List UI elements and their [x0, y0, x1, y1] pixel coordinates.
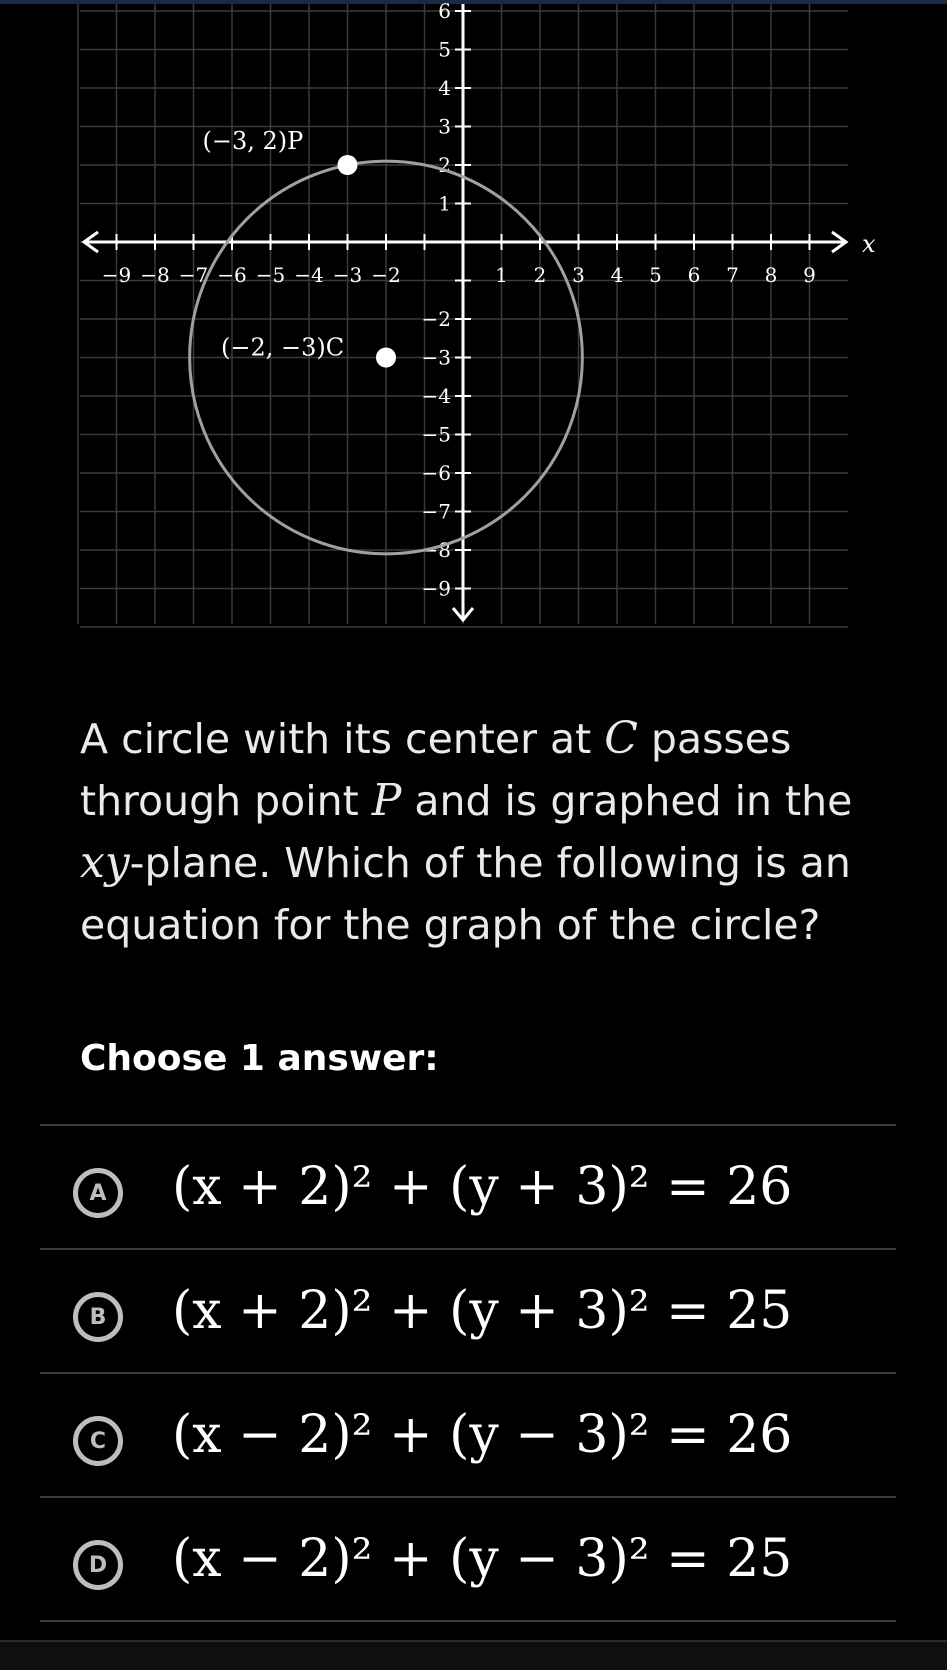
x-tick-label: 8 [764, 263, 778, 287]
y-tick-label: 3 [438, 114, 451, 139]
choice-b[interactable] [40, 1248, 896, 1372]
question-text-part1: A circle with its center at [80, 715, 605, 763]
y-tick-label: 2 [438, 153, 451, 177]
y-tick-label: −2 [421, 307, 451, 331]
x-tick-label: 4 [610, 263, 624, 287]
x-tick-label: −3 [332, 263, 363, 287]
x-tick-label: −9 [101, 263, 132, 287]
answer-choices [40, 1124, 896, 1622]
y-tick-label: −5 [421, 422, 451, 447]
x-tick-label: −5 [255, 263, 286, 287]
x-axis-label: x [862, 230, 876, 258]
variable-c: C [604, 713, 638, 764]
y-tick-label: −8 [421, 538, 451, 562]
x-tick-label: 5 [649, 263, 662, 287]
x-tick-label: 2 [533, 263, 547, 287]
question-text-part4: -plane. Which of the following is an equation for the graph of the circle? [80, 839, 851, 949]
choice-c-equation: (x − 2)² + (y − 3)² = 26 [172, 1405, 793, 1465]
axis-ticks [102, 0, 816, 601]
y-tick-label: 5 [438, 37, 451, 62]
question-text [80, 708, 910, 956]
y-tick-label: 1 [438, 191, 451, 216]
point-p [338, 155, 358, 175]
choice-d-equation: (x − 2)² + (y − 3)² = 25 [172, 1529, 793, 1589]
variable-xy: xy [80, 837, 130, 888]
y-tick-label: 4 [438, 76, 451, 100]
choose-label: Choose 1 answer: [80, 1038, 439, 1079]
point-c-label: (−2, −3)C [221, 333, 345, 362]
x-tick-label: 3 [572, 263, 585, 287]
x-tick-label: −6 [217, 263, 247, 287]
y-tick-label: −3 [421, 345, 451, 370]
bottom-bar [0, 1640, 947, 1670]
choice-a[interactable] [40, 1124, 896, 1248]
x-tick-label: 7 [726, 263, 739, 287]
y-tick-label: −4 [421, 384, 451, 408]
x-tick-label: 6 [687, 263, 701, 287]
x-tick-label: −8 [140, 263, 170, 287]
y-tick-label: −6 [421, 461, 451, 485]
coordinate-graph [0, 0, 947, 640]
choice-a-bubble[interactable]: A [73, 1168, 123, 1218]
axes [84, 4, 846, 620]
x-tick-label: −4 [294, 263, 324, 287]
point-p-label: (−3, 2)P [202, 127, 304, 155]
choice-d-bubble[interactable]: D [73, 1540, 123, 1590]
question-text-part2: passes through point [80, 715, 792, 825]
choice-d[interactable] [40, 1496, 896, 1622]
y-tick-label: 6 [438, 0, 451, 23]
variable-p: P [371, 775, 402, 826]
x-tick-label: −2 [371, 263, 401, 287]
x-tick-label: 9 [803, 263, 816, 287]
choice-c[interactable] [40, 1372, 896, 1496]
x-tick-label: 1 [495, 263, 508, 287]
y-tick-label: −9 [421, 576, 451, 601]
question-text-part3: and is graphed in the [401, 777, 853, 825]
y-tick-label: −7 [421, 499, 451, 524]
choice-b-bubble[interactable]: B [73, 1292, 123, 1342]
point-c [376, 348, 396, 368]
x-tick-label: −7 [178, 263, 209, 287]
choice-b-equation: (x + 2)² + (y + 3)² = 25 [172, 1281, 793, 1341]
choice-a-equation: (x + 2)² + (y + 3)² = 26 [172, 1157, 793, 1217]
choice-c-bubble[interactable]: C [73, 1416, 123, 1466]
